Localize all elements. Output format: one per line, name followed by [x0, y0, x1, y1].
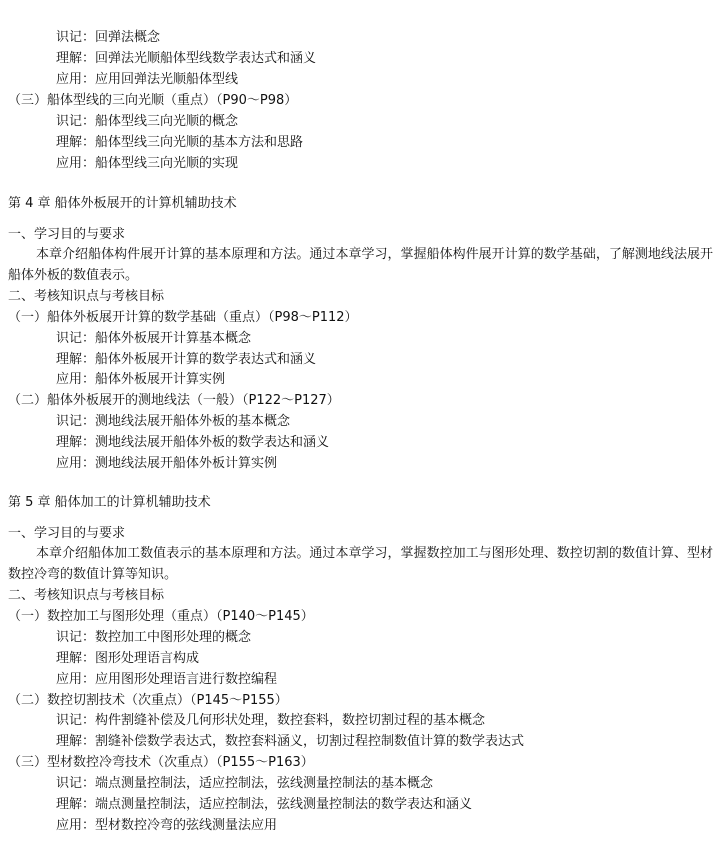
objective-understand: 理解：船体外板展开计算的数学表达式和涵义	[56, 352, 317, 367]
chapter-4-title: 第 4 章 船体外板展开的计算机辅助技术	[8, 196, 237, 211]
chapter-5-title: 第 5 章 船体加工的计算机辅助技术	[8, 495, 211, 510]
section-heading: （二）船体外板展开的测地线法（一般）（P122～P127）	[8, 393, 340, 408]
learning-goals-heading: 一、学习目的与要求	[8, 227, 126, 242]
objective-apply: 应用：型材数控冷弯的弦线测量法应用	[56, 818, 278, 833]
section-heading: （一）船体外板展开计算的数学基础（重点）（P98～P112）	[8, 310, 358, 325]
objective-recall: 识记：端点测量控制法，适应控制法，弦线测量控制法的基本概念	[56, 776, 434, 791]
objective-apply: 应用：船体型线三向光顺的实现	[56, 156, 239, 171]
objective-understand: 理解：图形处理语言构成	[56, 651, 200, 666]
objective-recall: 识记：船体外板展开计算基本概念	[56, 331, 252, 346]
chapter-5-intro-paragraph: 本章介绍船体加工数值表示的基本原理和方法。通过本章学习，掌握数控加工与图形处理、数控切割的数值计算、型材数控冷弯的数值计算等知识。	[8, 546, 713, 582]
objective-apply: 应用：应用回弹法光顺船体型线	[56, 72, 239, 87]
learning-goals-heading: 一、学习目的与要求	[8, 526, 126, 541]
objective-understand: 理解：回弹法光顺船体型线数学表达式和涵义	[56, 51, 317, 66]
objective-understand: 理解：测地线法展开船体外板的数学表达和涵义	[56, 435, 330, 450]
section-heading: （三）船体型线的三向光顺（重点）（P90～P98）	[8, 93, 298, 108]
objective-recall: 识记：构件割缝补偿及几何形状处理，数控套料，数控切割过程的基本概念	[56, 713, 486, 728]
objective-recall: 识记：数控加工中图形处理的概念	[56, 630, 252, 645]
objective-recall: 识记：回弹法概念	[56, 30, 161, 45]
section-heading: （三）型材数控冷弯技术（次重点）（P155～P163）	[8, 755, 314, 770]
objective-understand: 理解：割缝补偿数学表达式，数控套料涵义，切割过程控制数值计算的数学表达式	[56, 734, 525, 749]
section-heading: （一）数控加工与图形处理（重点）（P140～P145）	[8, 609, 314, 624]
objective-apply: 应用：应用图形处理语言进行数控编程	[56, 672, 278, 687]
objective-understand: 理解：船体型线三向光顺的基本方法和思路	[56, 135, 304, 150]
objective-apply: 应用：船体外板展开计算实例	[56, 372, 226, 387]
objective-recall: 识记：船体型线三向光顺的概念	[56, 114, 239, 129]
objective-apply: 应用：测地线法展开船体外板计算实例	[56, 456, 278, 471]
section-heading: （二）数控切割技术（次重点）（P145～P155）	[8, 693, 288, 708]
objective-understand: 理解：端点测量控制法，适应控制法，弦线测量控制法的数学表达和涵义	[56, 797, 473, 812]
assessment-heading: 二、考核知识点与考核目标	[8, 289, 165, 304]
objective-recall: 识记：测地线法展开船体外板的基本概念	[56, 414, 291, 429]
assessment-heading: 二、考核知识点与考核目标	[8, 588, 165, 603]
chapter-4-intro-paragraph: 本章介绍船体构件展开计算的基本原理和方法。通过本章学习，掌握船体构件展开计算的数学基础，了解测地线法展开船体外板的数值表示。	[8, 247, 713, 283]
